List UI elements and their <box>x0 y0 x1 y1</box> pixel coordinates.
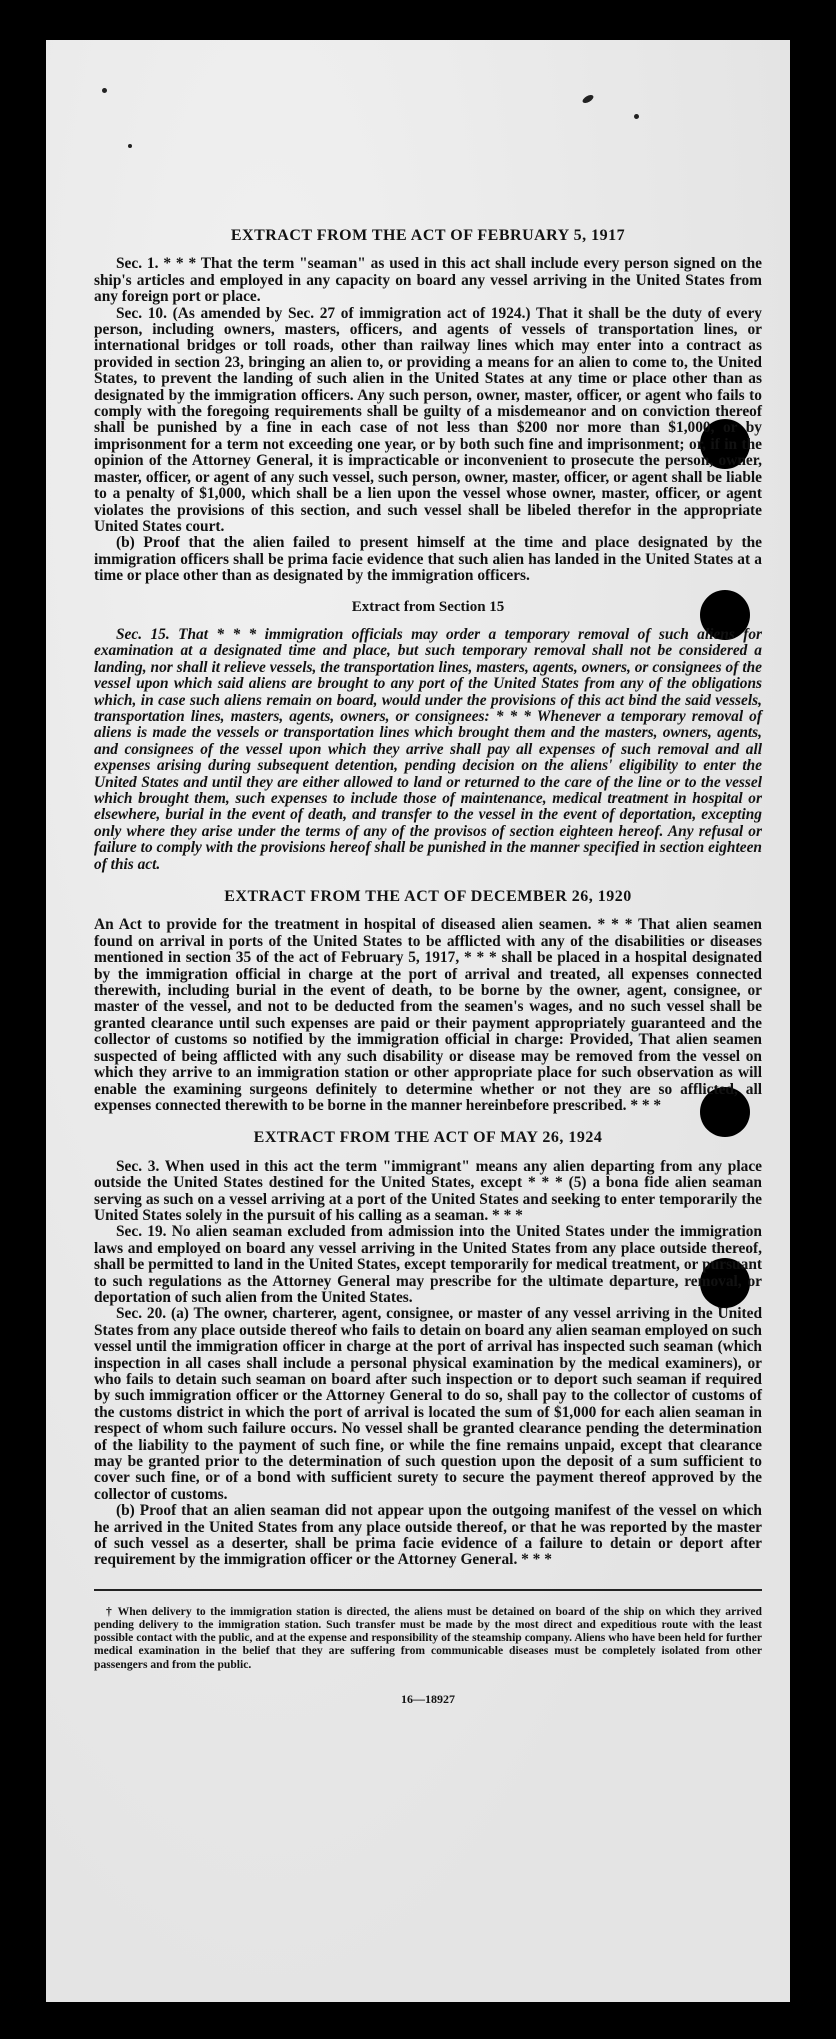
section-heading: EXTRACT FROM THE ACT OF MAY 26, 1924 <box>253 1129 603 1147</box>
paragraph: (b) Proof that an alien seaman did not appear upon the outgoing manifest of the vessel on which he arrived in the United States from any place outside thereof, or that he was reported by the master of such vessel as a deserter, shall be prima facie evidence of a failure to detain or deport after requirement by the immigration officer or the Attorney General. * * * <box>94 1502 762 1569</box>
divider <box>94 1589 762 1591</box>
paragraph: Sec. 19. No alien seaman excluded from admission into the United States under the immigration laws and employed on board any vessel arriving in the United States from any place outside thereof, shall be permitted to land in the United States, except temporarily for medical treatment, or pursuant to such regulations as the Attorney General may prescribe for the ultimate departure, removal, or deportation of such alien from the United States. <box>94 1223 762 1306</box>
bleed-through-text <box>552 92 772 212</box>
paragraph: Sec. 20. (a) The owner, charterer, agent, consignee, or master of any vessel arriving in the United States from any place outside thereof who fails to detain on board any alien seaman employed on such vessel until the immigration officer in charge at the port of arrival has inspected such seaman (which inspection in all cases shall include a personal physical examination by the medical examiners), or who fails to detain such seaman on board after such inspection or to deport such seaman if required by such immigration officer or the Attorney General to do so, shall pay to the collector of customs of the customs district in which the port of arrival is located the sum of $1,000 for each alien seaman in respect of whom such failure occurs. No vessel shall be granted clearance pending the determination of the liability to the payment of such fine, or while the fine remains unpaid, except that clearance may be granted prior to the determination of such question upon the deposit of a sum sufficient to cover such fine, or of a bond with sufficient surety to secure the payment thereof approved by the collector of customs. <box>94 1305 762 1503</box>
paragraph: Sec. 10. (As amended by Sec. 27 of immigration act of 1924.) That it shall be the duty of every person, including owners, masters, officers, and agents of vessels of transportation lines, or international bridges or toll roads, other than railway lines which may enter into a contract as provided in section 23, bringing an alien to, or providing a means for an alien to come to, the United States, to prevent the landing of such alien in the United States at any time or place other than as designated by the immigration officers. Any such person, owner, master, officer, or agent who fails to comply with the foregoing requirements shall be guilty of a misdemeanor and on conviction thereof shall be punished by a fine in each case of not less than $200 nor more than $1,000, or by imprisonment for a term not exceeding one year, or by both such fine and imprisonment; or, if in the opinion of the Attorney General, it is impracticable or inconvenient to prosecute the person, owner, master, officer, or agent of any such vessel, such person, owner, master, officer, or agent shall be liable to a penalty of $1,000, which shall be a lien upon the vessel whose owner, master, officer, or agent violates the provisions of this section, and such vessel shall be libeled therefor in the appropriate United States court. <box>94 304 762 535</box>
section-heading: EXTRACT FROM THE ACT OF DECEMBER 26, 1920 <box>224 888 632 906</box>
section-subheading: Extract from Section 15 <box>351 598 505 615</box>
paragraph: An Act to provide for the treatment in hospital of diseased alien seamen. * * * That alien seamen found on arrival in ports of the United States to be afflicted with any of the disabilities or diseases mentioned in section 35 of the act of February 5, 1917, * * * shall be placed in a hospital designated by the immigration official in charge at the port of arrival and treated, all expenses connected therewith, including burial in the event of death, to be borne by the owner, agent, consignee, or master of the vessel, and not to be deducted from the seamen's wages, and no such vessel shall be granted clearance until such expenses are paid or their payment appropriately guaranteed and the collector of customs so notified by the immigration official in charge: Provided, That alien seamen suspected of being afflicted with any such disability or disease may be removed from the vessel on which they arrive to an immigration station or other appropriate place for such observation as will enable the examining surgeons definitely to determine whether or not they are so afflicted, all expenses connected therewith to be borne in the manner hereinbefore prescribed. * * * <box>94 916 762 1114</box>
ink-speck <box>102 88 107 93</box>
footnote: † When delivery to the immigration station is directed, the aliens must be detained on board of the ship on which they arrived pending delivery to the immigration station. Such transfer must be made by the most direct and expeditious route with the least possible contact with the public, and at the expense and responsibility of the steamship company. Aliens who have been held for further medical examination in the belief that they are suffering from communicable diseases must be completely isolated from other passengers and from the public. <box>94 1604 762 1671</box>
document-body <box>94 228 762 1707</box>
paragraph: (b) Proof that the alien failed to present himself at the time and place designated by the immigration officers shall be prima facie evidence that such alien has landed in the United States at a time or place other than as designated by the immigration officers. <box>94 534 762 585</box>
section-heading: EXTRACT FROM THE ACT OF FEBRUARY 5, 1917 <box>230 227 626 244</box>
paragraph: Sec. 1. * * * That the term "seaman" as used in this act shall include every person signed on the ship's articles and employed in any capacity on board any vessel arriving in the United States from any foreign port or place. <box>94 255 762 306</box>
form-number: 16—18927 <box>401 1691 455 1706</box>
paragraph-italic: Sec. 15. That * * * immigration officials may order a temporary removal of such aliens for examination at a designated time and place, but such temporary removal shall not be considered a landing, nor shall it relieve vessels, the transportation lines, masters, agents, owners, or consignees of the vessel upon which said aliens are brought to any port of the United States from any of the obligations which, in case such aliens remain on board, would under the provisions of this act bind the said vessels, transportation lines, masters, agents, owners, or consignees: * * * Whenever a temporary removal of aliens is made the vessels or transportation lines which brought them and the masters, owners, agents, and consignees of the vessel upon which they arrive shall pay all expenses of such removal and all expenses arising during subsequent detention, pending decision on the aliens' eligibility to enter the United States and until they are either allowed to land or returned to the care of the line or to the vessel which brought them, such expenses to include those of maintenance, medical treatment in hospital or elsewhere, burial in the event of death, and transfer to the vessel in the event of deportation, excepting only where they arise under the terms of any of the provisos of section eighteen hereof. Any refusal or failure to comply with the provisions hereof shall be punished in the manner specified in section eighteen of this act. <box>94 625 762 873</box>
document-page <box>46 40 790 2002</box>
paragraph: Sec. 3. When used in this act the term "immigrant" means any alien departing from any place outside the United States destined for the United States, except * * * (5) a bona fide alien seaman serving as such on a vessel arriving at a port of the United States and seeking to enter temporarily the United States solely in the pursuit of his calling as a seaman. * * * <box>94 1157 762 1224</box>
ink-speck <box>634 114 639 119</box>
ink-speck <box>128 144 132 148</box>
